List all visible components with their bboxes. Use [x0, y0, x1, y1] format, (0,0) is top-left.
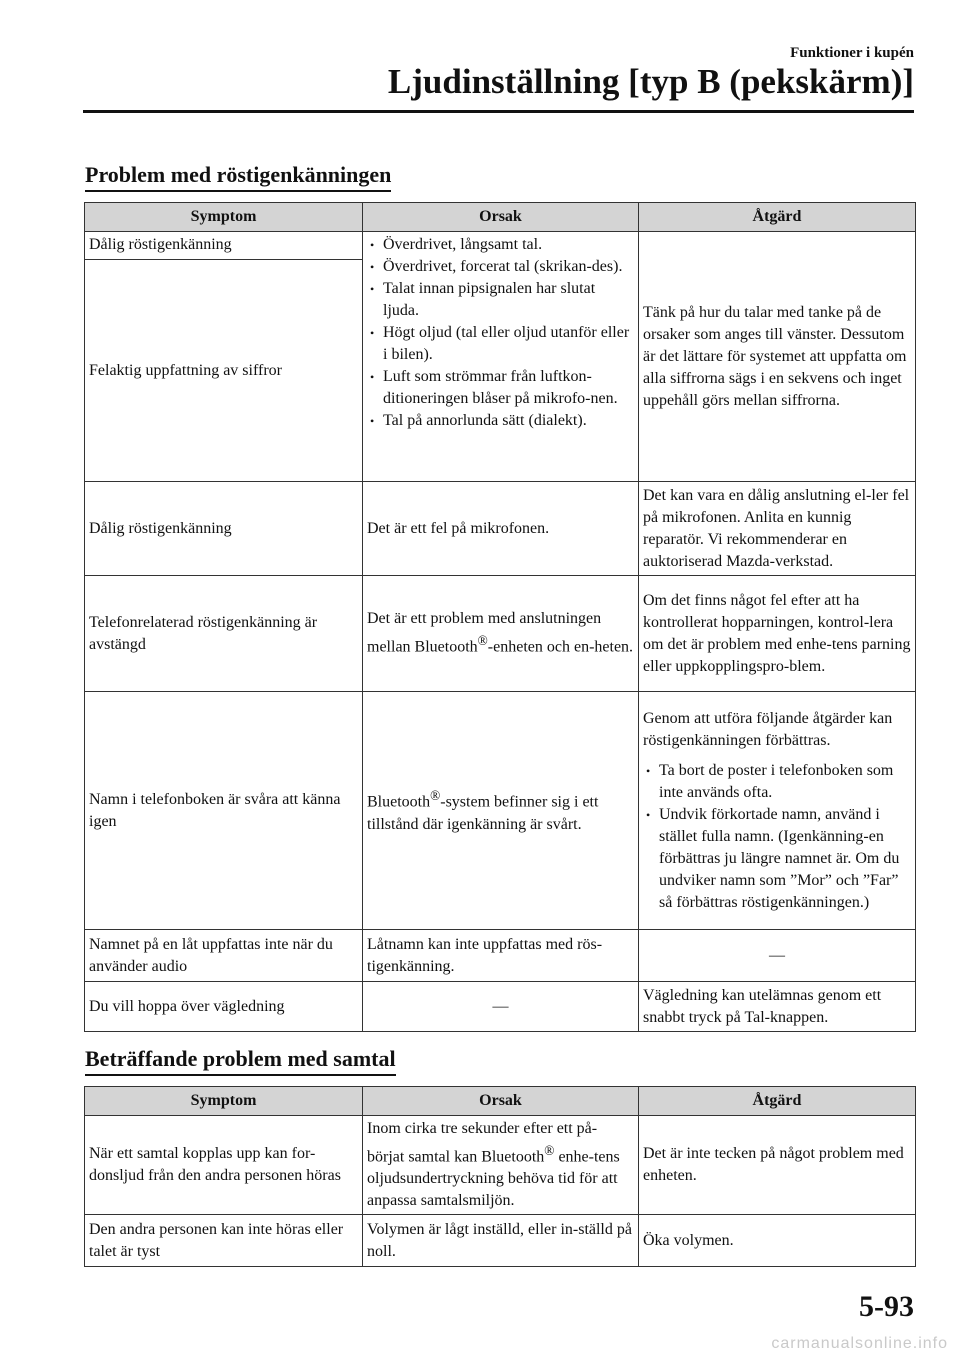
cause-text: -enheten och en-heten. — [487, 638, 634, 656]
list-item: • Tal på annorlunda sätt (dialekt). — [367, 410, 634, 432]
cause-text: Det är ett problem med anslutningen mellan Bluetooth — [367, 610, 602, 656]
action-cell: Det kan vara en dålig anslutning el-ler fel på mikrofonen. Anlita en kunnig reparatör. Vi rekommenderar en auktoriserad Mazda-verkstad. — [639, 482, 916, 576]
column-header: Symptom — [85, 1087, 363, 1116]
cause-cell — [363, 1116, 639, 1215]
column-header: Åtgärd — [639, 1087, 916, 1116]
column-header: Symptom — [85, 203, 363, 232]
list-item: • Överdrivet, forcerat tal (skrikan-des). — [367, 256, 634, 278]
action-cell: Om det finns något fel efter att ha kontrollerat hopparningen, kontrol-lera om det är problem med enhe-tens parning eller uppkopplingspro-blem. — [639, 576, 916, 692]
cause-cell: Det är ett fel på mikrofonen. — [363, 482, 639, 576]
table-row — [85, 232, 916, 260]
symptom-cell: Dålig röstigenkänning — [85, 232, 363, 260]
column-header: Orsak — [363, 1087, 639, 1116]
symptom-cell: Dålig röstigenkänning — [85, 482, 363, 576]
page-number: 5-93 — [859, 1290, 914, 1323]
registered-mark: ® — [430, 788, 441, 804]
chapter-label: Funktioner i kupén — [790, 45, 914, 61]
cause-text: -system befinner sig i ett tillstånd där igenkänning är svårt. — [367, 793, 599, 833]
page-title: Ljudinställning [typ B (pekskärm)] — [387, 62, 914, 101]
list-item: • Talat innan pipsignalen har slutat ljuda. — [367, 278, 634, 322]
action-cell: Vägledning kan utelämnas genom ett snabbt tryck på Tal-knappen. — [639, 982, 916, 1032]
list-item: • Luft som strömmar från luftkon-ditioneringen blåser på mikrofo-nen. — [367, 366, 634, 410]
symptom-cell: Telefonrelaterad röstigenkänning är avstängd — [85, 576, 363, 692]
table-row — [85, 930, 916, 982]
action-cell — [639, 692, 916, 930]
symptom-cell: Felaktig uppfattning av siffror — [85, 260, 363, 482]
cause-text: Inom cirka tre sekunder efter ett på-börjat samtal kan Bluetooth — [367, 1120, 598, 1166]
header-rule — [83, 110, 914, 113]
table-header-row — [85, 1087, 916, 1116]
voice-recognition-table — [84, 202, 916, 1032]
table-header-row — [85, 203, 916, 232]
action-cell: — — [639, 930, 916, 982]
action-cell: Det är inte tecken på något problem med enheten. — [639, 1116, 916, 1215]
symptom-cell: När ett samtal kopplas upp kan for-donsljud från den andra personen höras — [85, 1116, 363, 1215]
table-row — [85, 692, 916, 930]
cause-cell — [363, 576, 639, 692]
action-cell: Tänk på hur du talar med tanke på de orsaker som anges till vänster. Dessutom är det lättare för systemet att uppfatta om alla siffrorna sägs i en sekvens och inget uppehåll görs mellan siffrorna. — [639, 232, 916, 482]
cause-list — [367, 234, 634, 432]
section-heading-calls: Beträffande problem med samtal — [85, 1046, 396, 1076]
list-item: • Undvik förkortade namn, använd i stället fulla namn. (Igenkänning-en förbättras ju längre namnet är. Om du undviker namn som ”Mor” och ”Far” så förbättras röstigenkänningen.) — [643, 804, 911, 914]
cause-cell: Volymen är lågt inställd, eller in-ställd på noll. — [363, 1215, 639, 1267]
table-row — [85, 1116, 916, 1215]
cause-cell — [363, 692, 639, 930]
list-item: • Överdrivet, långsamt tal. — [367, 234, 634, 256]
symptom-cell: Namn i telefonboken är svåra att känna igen — [85, 692, 363, 930]
cause-cell — [363, 232, 639, 482]
table-row — [85, 982, 916, 1032]
section-heading-voice: Problem med röstigenkänningen — [85, 162, 391, 192]
registered-mark: ® — [544, 1143, 555, 1158]
table-row — [85, 482, 916, 576]
action-intro: Genom att utföra följande åtgärder kan röstigenkänningen förbättras. — [643, 709, 893, 749]
list-item: • Ta bort de poster i telefonboken som inte används ofta. — [643, 760, 911, 804]
column-header: Orsak — [363, 203, 639, 232]
symptom-cell: Den andra personen kan inte höras eller talet är tyst — [85, 1215, 363, 1267]
call-problems-table — [84, 1086, 916, 1267]
cause-cell: — — [363, 982, 639, 1032]
column-header: Åtgärd — [639, 203, 916, 232]
symptom-cell: Du vill hoppa över vägledning — [85, 982, 363, 1032]
cause-cell: Låtnamn kan inte uppfattas med rös-tigenkänning. — [363, 930, 639, 982]
cause-text: Bluetooth — [367, 793, 431, 811]
registered-mark: ® — [477, 633, 488, 649]
list-item: • Högt oljud (tal eller oljud utanför eller i bilen). — [367, 322, 634, 366]
table-row — [85, 1215, 916, 1267]
table-row — [85, 576, 916, 692]
cause-text: enhe-tens oljudsundertryckning behöva tid för att anpassa samtalsmiljön. — [367, 1148, 620, 1210]
watermark: carmanualsonline.info — [771, 1335, 948, 1352]
action-cell: Öka volymen. — [639, 1215, 916, 1267]
symptom-cell: Namnet på en låt uppfattas inte när du använder audio — [85, 930, 363, 982]
action-list — [643, 760, 911, 914]
